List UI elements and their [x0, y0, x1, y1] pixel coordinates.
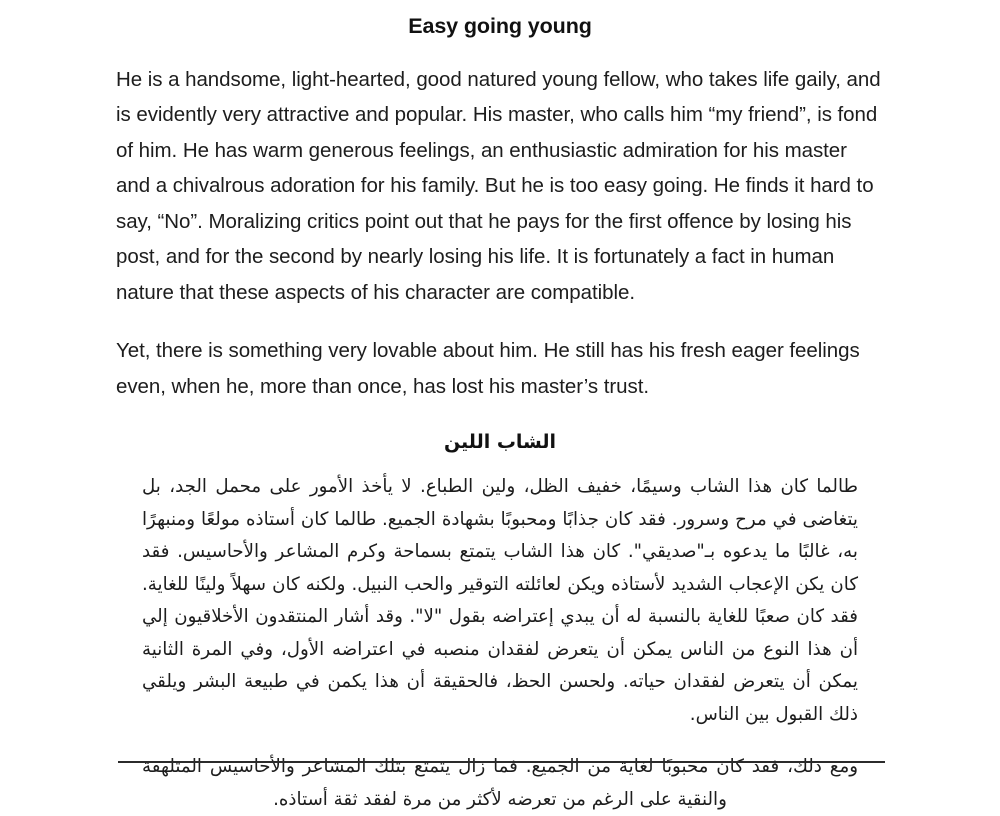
footer-divider [118, 761, 885, 763]
english-content [116, 40, 884, 405]
english-paragraph-1: He is a handsome, light-hearted, good natured young fellow, who takes life gaily, and is evidently very attractive and popular. His master, who calls him “my friend”, is fond of him. He has warm generous feelings, an enthusiastic admiration for his master and a chivalrous adoration for his family. But he is too easy going. He finds it hard to say, “No”. Moralizing critics point out that he pays for the first offence by losing his post, and for the second by nearly losing his life. It is fortunately a fact in human nature that these aspects of his character are compatible. [116, 67, 881, 304]
arabic-paragraph-1: طالما كان هذا الشاب وسيمًا، خفيف الظل، ولين الطباع. لا يأخذ الأمور على محمل الجد، بل يتغاضى في مرح وسرور. فقد كان جذابًا ومحبوبًا بشهادة الجميع. طالما كان أستاذه مولعًا ومنبهرًا به، غالبًا ما يدعوه بـ"صديقي". كان هذا الشاب يتمتع بسماحة وكرم المشاعر والأحاسيس. فقد كان يكن الإعجاب الشديد لأستاذه ويكن لعائلته التوقير والحب النبيل. ولكنه كان سهلاً ولينًا للغاية. فقد كان صعبًا للغاية بالنسبة له أن يبدي إعتراضه بقول "لا". وقد أشار المنتقدون الأخلاقيون إلي أن هذا النوع من الناس يمكن أن يتعرض لفقدان منصبه في اعتراضه الأول، وفي المرة الثانية يمكن أن يتعرض لفقدان حياته. ولحسن الحظ، فالحقيقة أن هذا يكمن في طبيعة البشر ويلقي ذلك القبول بين الناس. [142, 476, 858, 725]
arabic-paragraph-2: ومع ذلك، فقد كان محبوبًا لغاية من الجميع. فما زال يتمتع بتلك المشاعر والأحاسيس المتلهفة والنقية على الرغم من تعرضه لأكثر من مرة لفقد ثقة أستاذه. [142, 756, 858, 810]
page-title: Easy going young [408, 14, 592, 38]
arabic-section-title: الشاب اللين [443, 431, 557, 454]
english-paragraph-2: Yet, there is something very lovable about him. He still has his fresh eager feelings even, when he, more than once, has lost his master’s trust. [116, 339, 860, 398]
